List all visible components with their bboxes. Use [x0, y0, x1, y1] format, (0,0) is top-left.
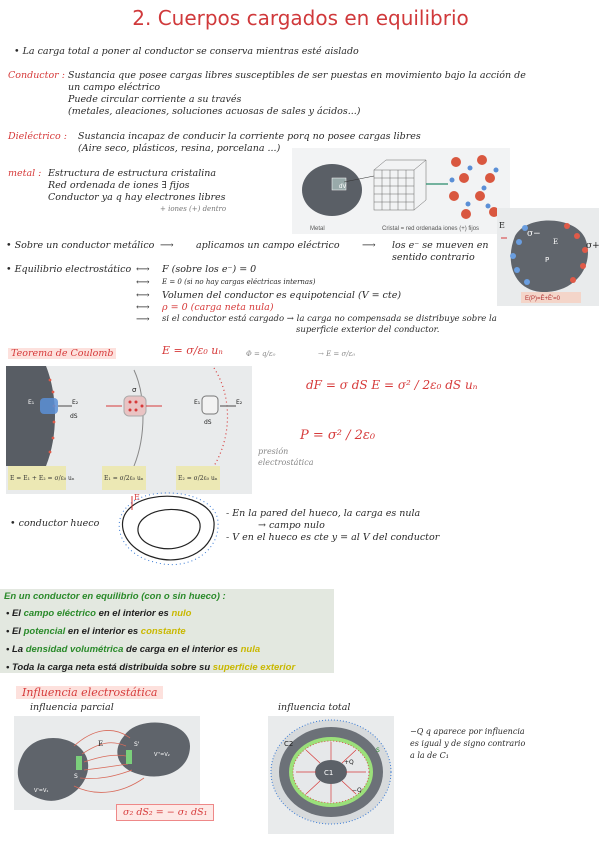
eq-arrow-4: ⟷ [136, 302, 150, 313]
influencia-total-figure [268, 716, 394, 834]
influencia-total: influencia total [278, 702, 351, 713]
summary-line-4: • Toda la carga neta está distribuida sobre su superficie exterior [6, 662, 296, 673]
influencia-label: Influencia electrostática [16, 686, 163, 699]
coulomb-cap-1: E = E₁ + E₂ = σ/ε₀ uₙ [10, 475, 75, 482]
coulomb-label: Teorema de Coulomb [8, 348, 116, 359]
coulomb-mini-1: Φ = q/ε₀ [246, 350, 276, 358]
coulomb-fig-ds2: dS [204, 419, 212, 426]
coulomb-cap-2: E₁ = σ/2ε₀ uₙ [104, 475, 144, 482]
coulomb-fig-e2b: E₂ [236, 399, 243, 406]
summary-line-2: • El potencial en el interior es constante [6, 626, 186, 637]
campo-line-a: • Sobre un conductor metálico [6, 240, 155, 251]
field-conductor-figure [497, 208, 599, 306]
influencia-parcial: influencia parcial [30, 702, 114, 713]
crystal-cap-right: Cristal = red ordenada iones (+) fijos [382, 226, 480, 232]
campo-arrow-2: ⟶ [362, 240, 376, 251]
eq-arrow-2: ⟷ [136, 277, 150, 288]
hueco-label: • conductor hueco [10, 518, 100, 529]
metal-line-1: Estructura de estructura cristalina [48, 168, 217, 179]
conductor-line-1: Sustancia que posee cargas libres susceptibles de ser puestas en movimiento bajo la acción de [68, 70, 526, 81]
field-p-label: P [545, 256, 550, 264]
eq-item-6: superficie exterior del conductor. [296, 325, 440, 335]
crystal-dv: dV [339, 184, 347, 190]
parcial-v1: V'=V₁ [34, 788, 49, 794]
coulomb-mini-2: → E = σ/ε₀ [318, 350, 356, 358]
hueco-line-1: - En la pared del hueco, la carga es nula [226, 508, 421, 519]
parcial-v2: V''=V₂ [154, 752, 170, 758]
parcial-s: S [74, 773, 78, 780]
metal-line-2: Red ordenada de iones ∃ fijos [48, 180, 190, 191]
total-c1: C1 [324, 769, 334, 777]
influencia-formula: σ₂ dS₂ = − σ₁ dS₁ [116, 804, 214, 821]
campo-line-d: sentido contrario [392, 252, 475, 263]
coulomb-formula-df: dF = σ dS E = σ² / 2ε₀ dS uₙ [306, 378, 478, 392]
hueco-figure [116, 492, 222, 568]
campo-line-c: los e⁻ se mueven en [392, 240, 489, 251]
metal-line-3: Conductor ya q hay electrones libres [48, 192, 226, 203]
parcial-s2: S' [134, 741, 140, 748]
conductor-label: Conductor : [8, 70, 65, 81]
summary-line-1: • El campo eléctrico en el interior es nulo [6, 608, 192, 619]
coulomb-formula-e: E = σ/ε₀ uₙ [162, 344, 223, 357]
total-q: +Q [344, 759, 354, 766]
parcial-e: E [98, 740, 104, 748]
field-conductor-svg [497, 208, 599, 306]
conductor-line-3: Puede circular corriente a su través [68, 94, 242, 105]
field-eq-formula: E(P)=Ē+Ē'=0 [525, 296, 560, 302]
eq-item-5: si el conductor está cargado → la carga no compensada se distribuye sobre la [162, 314, 497, 324]
hueco-line-3: - V en el hueco es cte y = al V del conductor [226, 532, 440, 543]
eq-item-4: ρ = 0 (carga neta nula) [162, 302, 274, 313]
total-s: S [376, 747, 380, 754]
crystal-figure-svg [292, 148, 510, 234]
equilibrio-label: • Equilibrio electrostático [6, 264, 132, 275]
coulomb-fig-ds1: dS [70, 413, 78, 420]
influencia-parcial-svg [14, 716, 200, 810]
eq-item-1: F (sobre los e⁻) = 0 [162, 264, 257, 275]
hueco-line-2: → campo nulo [258, 520, 325, 531]
coulomb-cap-3: E₂ = σ/2ε₀ uₙ [178, 475, 218, 482]
hueco-e-label: E [134, 493, 140, 502]
coulomb-fig-e2a: E₂ [72, 399, 79, 406]
summary-box [0, 589, 334, 673]
campo-arrow-1: ⟶ [160, 240, 174, 251]
eq-item-3: Volumen del conductor es equipotencial (V = cte) [162, 290, 402, 301]
eq-arrow-5: ⟶ [136, 314, 150, 325]
summary-head: En un conductor en equilibrio (con o sin hueco) : [4, 591, 226, 602]
conductor-line-2: un campo eléctrico [68, 82, 161, 93]
influencia-parcial-figure [14, 716, 200, 810]
coulomb-presion: presión electrostática [258, 447, 314, 467]
campo-line-b: aplicamos un campo eléctrico [196, 240, 340, 251]
crystal-cap-left: Metal [310, 226, 325, 232]
eq-item-2: E = 0 (si no hay cargas eléctricas internas) [162, 278, 316, 286]
crystal-figure [292, 148, 510, 234]
page-title: 2. Cuerpos cargados en equilibrio [132, 6, 469, 30]
eq-arrow-1: ⟷ [136, 264, 150, 275]
dielectrico-label: Dieléctrico : [8, 131, 67, 142]
coulomb-formula-p: P = σ² / 2ε₀ [300, 428, 376, 443]
dielectrico-line-2: (Aire seco, plásticos, resina, porcelana ...) [78, 143, 281, 154]
influencia-note-2: es igual y de signo contrario [410, 739, 526, 748]
coulomb-fig-e1b: E₁ [194, 399, 201, 406]
dielectrico-line-1: Sustancia incapaz de conducir la corriente porq no posee cargas libres [78, 131, 421, 142]
coulomb-fig-sigma: σ [132, 386, 137, 394]
field-sigma-plus: σ+ [586, 241, 599, 251]
influencia-note-1: −Q q aparece por influencia [410, 727, 525, 736]
total-minus-q: −Q [352, 787, 362, 794]
coulomb-figure-svg [6, 366, 252, 494]
summary-line-3: • La densidad volumétrica de carga en el interior es nula [6, 644, 261, 655]
intro-line: • La carga total a poner al conductor se conserva mientras esté aislado [14, 46, 359, 57]
field-e-label: E [499, 221, 505, 230]
influencia-total-svg [268, 716, 394, 834]
coulomb-fig-e1a: E₁ [28, 399, 35, 406]
field-e-inner: E [553, 238, 559, 246]
conductor-line-4: (metales, aleaciones, soluciones acuosas de sales y ácidos...) [68, 106, 361, 117]
metal-label: metal : [8, 168, 42, 179]
coulomb-figure [6, 366, 252, 494]
metal-line-4: + iones (+) dentro [160, 205, 227, 213]
total-c2: C2 [284, 740, 294, 748]
field-sigma-minus: σ− [527, 229, 541, 239]
influencia-note-3: a la de C₁ [410, 751, 449, 760]
eq-arrow-3: ⟷ [136, 290, 150, 301]
